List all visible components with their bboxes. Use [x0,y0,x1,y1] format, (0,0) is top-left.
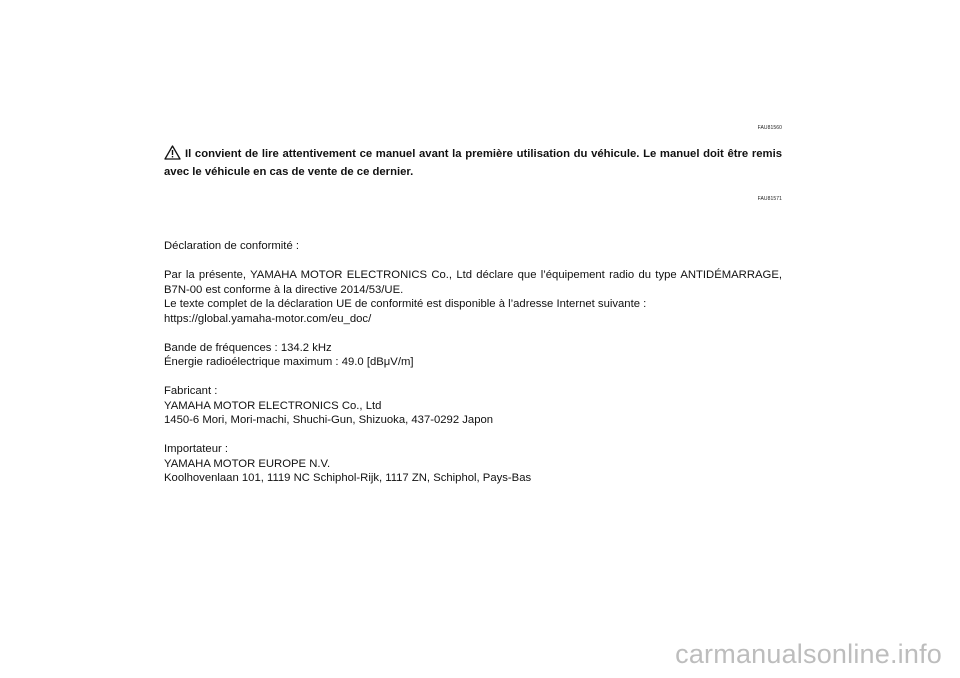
section-code-second: FAU81571 [757,196,782,202]
declaration-heading: Déclaration de conformité : [164,240,300,252]
importer-label: Importateur : [164,443,229,455]
warning-triangle-icon [164,145,181,165]
declaration-line-1: Par la présente, YAMAHA MOTOR ELECTRONICS Co., Ltd déclare que l’équipement radio du type ANTIDÉMARRAGE, [164,269,782,281]
max-power: Énergie radioélectrique maximum : 49.0 [dBμV/m] [164,356,414,368]
manufacturer-name: YAMAHA MOTOR ELECTRONICS Co., Ltd [164,399,382,412]
warning-text: Il convient de lire attentivement ce manuel avant la première utilisation du véhicule. Le manuel doit être remis avec le véhicule en cas de vente de ce dernier. [164,148,782,178]
frequency-band: Bande de fréquences : 134.2 kHz [164,341,332,354]
manufacturer-address: 1450-6 Mori, Mori-machi, Shuchi-Gun, Shizuoka, 437-0292 Japon [164,414,494,426]
declaration-line-2: B7N-00 est conforme à la directive 2014/53/UE. [164,283,404,296]
watermark: carmanualsonline.info [675,639,942,669]
importer-name: YAMAHA MOTOR EUROPE N.V. [164,457,331,470]
declaration-line-3: Le texte complet de la déclaration UE de conformité est disponible à l’adresse Internet suivante : [164,298,647,310]
manufacturer-label: Fabricant : [164,385,218,397]
declaration-url: https://global.yamaha-motor.com/eu_doc/ [164,312,372,325]
warning-notice [164,145,782,180]
section-code-first: FAU81560 [757,125,782,131]
importer-address: Koolhovenlaan 101, 1119 NC Schiphol-Rijk, 1117 ZN, Schiphol, Pays-Bas [164,472,532,484]
declaration-body [164,239,782,486]
